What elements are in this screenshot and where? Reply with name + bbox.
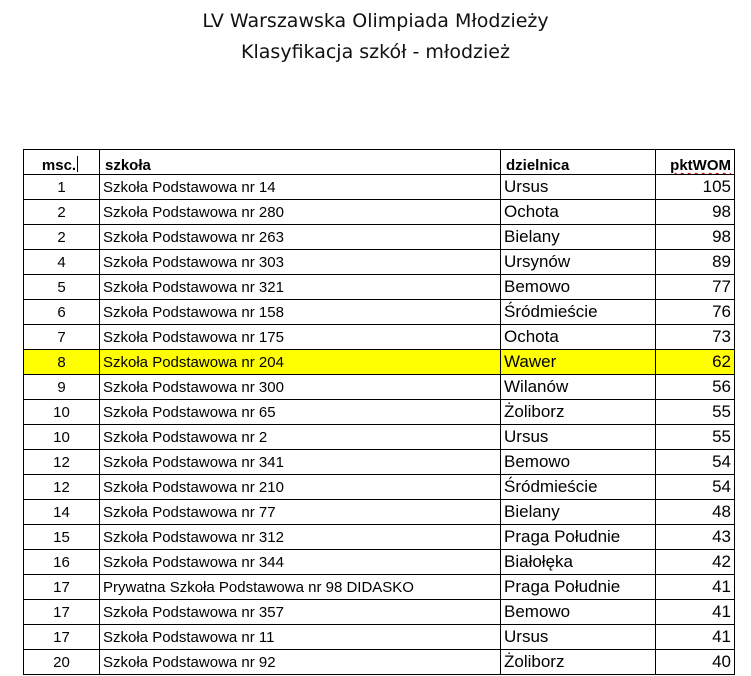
cell-rank[interactable]: 4: [24, 250, 100, 275]
cell-school[interactable]: Szkoła Podstawowa nr 263: [100, 225, 501, 250]
table-row: [24, 425, 735, 450]
cell-district[interactable]: Praga Południe: [501, 575, 656, 600]
cell-district[interactable]: Ursus: [501, 425, 656, 450]
cell-rank[interactable]: 15: [24, 525, 100, 550]
table-row: [24, 625, 735, 650]
table-row: [24, 250, 735, 275]
cell-school[interactable]: Szkoła Podstawowa nr 300: [100, 375, 501, 400]
cell-points[interactable]: 41: [656, 625, 735, 650]
header-rank[interactable]: [24, 150, 100, 175]
cell-rank[interactable]: 20: [24, 650, 100, 675]
cell-district[interactable]: Żoliborz: [501, 650, 656, 675]
header-rank-label: msc.: [41, 157, 77, 174]
table-row: [24, 325, 735, 350]
cell-district[interactable]: Wilanów: [501, 375, 656, 400]
cell-points[interactable]: 55: [656, 425, 735, 450]
table-row: [24, 450, 735, 475]
table-row: [24, 400, 735, 425]
header-school[interactable]: szkoła: [100, 150, 501, 175]
cell-points[interactable]: 76: [656, 300, 735, 325]
cell-district[interactable]: Ochota: [501, 200, 656, 225]
table-header-row: [24, 150, 735, 175]
cell-rank[interactable]: 17: [24, 625, 100, 650]
ranking-table: [23, 149, 735, 675]
cell-points[interactable]: 54: [656, 450, 735, 475]
document-header: [0, 6, 751, 68]
cell-rank[interactable]: 12: [24, 475, 100, 500]
cell-school[interactable]: Szkoła Podstawowa nr 158: [100, 300, 501, 325]
cell-school[interactable]: Szkoła Podstawowa nr 65: [100, 400, 501, 425]
cell-school[interactable]: Szkoła Podstawowa nr 175: [100, 325, 501, 350]
table-row: [24, 475, 735, 500]
cell-district[interactable]: Śródmieście: [501, 300, 656, 325]
cell-school[interactable]: Szkoła Podstawowa nr 341: [100, 450, 501, 475]
cell-points[interactable]: 105: [656, 175, 735, 200]
cell-district[interactable]: Żoliborz: [501, 400, 656, 425]
cell-district[interactable]: Wawer: [501, 350, 656, 375]
cell-points[interactable]: 54: [656, 475, 735, 500]
cell-district[interactable]: Bemowo: [501, 600, 656, 625]
table-row: [24, 275, 735, 300]
cell-points[interactable]: 55: [656, 400, 735, 425]
cell-school[interactable]: Szkoła Podstawowa nr 210: [100, 475, 501, 500]
cell-rank[interactable]: 7: [24, 325, 100, 350]
cell-rank[interactable]: 2: [24, 225, 100, 250]
cell-rank[interactable]: 12: [24, 450, 100, 475]
header-points-label: pktWOM: [670, 157, 731, 174]
cell-district[interactable]: Bemowo: [501, 450, 656, 475]
header-points[interactable]: [656, 150, 735, 175]
cell-rank[interactable]: 8: [24, 350, 100, 375]
cell-rank[interactable]: 10: [24, 400, 100, 425]
cell-rank[interactable]: 16: [24, 550, 100, 575]
cell-district[interactable]: Bielany: [501, 500, 656, 525]
cell-rank[interactable]: 10: [24, 425, 100, 450]
cell-points[interactable]: 41: [656, 575, 735, 600]
cell-points[interactable]: 62: [656, 350, 735, 375]
table-row: [24, 375, 735, 400]
cell-school[interactable]: Szkoła Podstawowa nr 303: [100, 250, 501, 275]
cell-rank[interactable]: 14: [24, 500, 100, 525]
table-row: [24, 600, 735, 625]
cell-school[interactable]: Szkoła Podstawowa nr 77: [100, 500, 501, 525]
cell-rank[interactable]: 1: [24, 175, 100, 200]
cell-school[interactable]: Szkoła Podstawowa nr 321: [100, 275, 501, 300]
cell-school[interactable]: Szkoła Podstawowa nr 92: [100, 650, 501, 675]
cell-school[interactable]: Szkoła Podstawowa nr 204: [100, 350, 501, 375]
cell-rank[interactable]: 5: [24, 275, 100, 300]
table-row: [24, 350, 735, 375]
table-row: [24, 650, 735, 675]
cell-points[interactable]: 77: [656, 275, 735, 300]
cell-district[interactable]: Ochota: [501, 325, 656, 350]
table-row: [24, 225, 735, 250]
text-cursor: [77, 156, 78, 172]
cell-district[interactable]: Białołęka: [501, 550, 656, 575]
cell-points[interactable]: 41: [656, 600, 735, 625]
document-title: LV Warszawska Olimpiada Młodzieży: [202, 10, 549, 32]
cell-points[interactable]: 98: [656, 200, 735, 225]
cell-district[interactable]: Bielany: [501, 225, 656, 250]
cell-school[interactable]: Szkoła Podstawowa nr 312: [100, 525, 501, 550]
cell-district[interactable]: Bemowo: [501, 275, 656, 300]
cell-school[interactable]: Szkoła Podstawowa nr 14: [100, 175, 501, 200]
cell-district[interactable]: Praga Południe: [501, 525, 656, 550]
table-row: [24, 300, 735, 325]
cell-district[interactable]: Ursus: [501, 625, 656, 650]
ranking-table-body: [24, 175, 735, 675]
table-row: [24, 500, 735, 525]
cell-rank[interactable]: 17: [24, 575, 100, 600]
cell-school[interactable]: Szkoła Podstawowa nr 357: [100, 600, 501, 625]
cell-school[interactable]: Szkoła Podstawowa nr 344: [100, 550, 501, 575]
cell-rank[interactable]: 6: [24, 300, 100, 325]
cell-district[interactable]: Ursus: [501, 175, 656, 200]
table-row: [24, 200, 735, 225]
cell-points[interactable]: 56: [656, 375, 735, 400]
cell-district[interactable]: Śródmieście: [501, 475, 656, 500]
cell-rank[interactable]: 2: [24, 200, 100, 225]
cell-school[interactable]: Prywatna Szkoła Podstawowa nr 98 DIDASKO: [100, 575, 501, 600]
table-row: [24, 575, 735, 600]
table-row: [24, 525, 735, 550]
cell-points[interactable]: 98: [656, 225, 735, 250]
cell-points[interactable]: 42: [656, 550, 735, 575]
cell-points[interactable]: 73: [656, 325, 735, 350]
cell-school[interactable]: Szkoła Podstawowa nr 280: [100, 200, 501, 225]
cell-points[interactable]: 43: [656, 525, 735, 550]
cell-district[interactable]: Ursynów: [501, 250, 656, 275]
table-row: [24, 550, 735, 575]
cell-school[interactable]: Szkoła Podstawowa nr 11: [100, 625, 501, 650]
table-row: [24, 175, 735, 200]
cell-rank[interactable]: 9: [24, 375, 100, 400]
cell-rank[interactable]: 17: [24, 600, 100, 625]
cell-points[interactable]: 40: [656, 650, 735, 675]
cell-school[interactable]: Szkoła Podstawowa nr 2: [100, 425, 501, 450]
header-district[interactable]: dzielnica: [501, 150, 656, 175]
cell-points[interactable]: 48: [656, 500, 735, 525]
cell-points[interactable]: 89: [656, 250, 735, 275]
document-subtitle: Klasyfikacja szkół - młodzież: [241, 41, 510, 63]
